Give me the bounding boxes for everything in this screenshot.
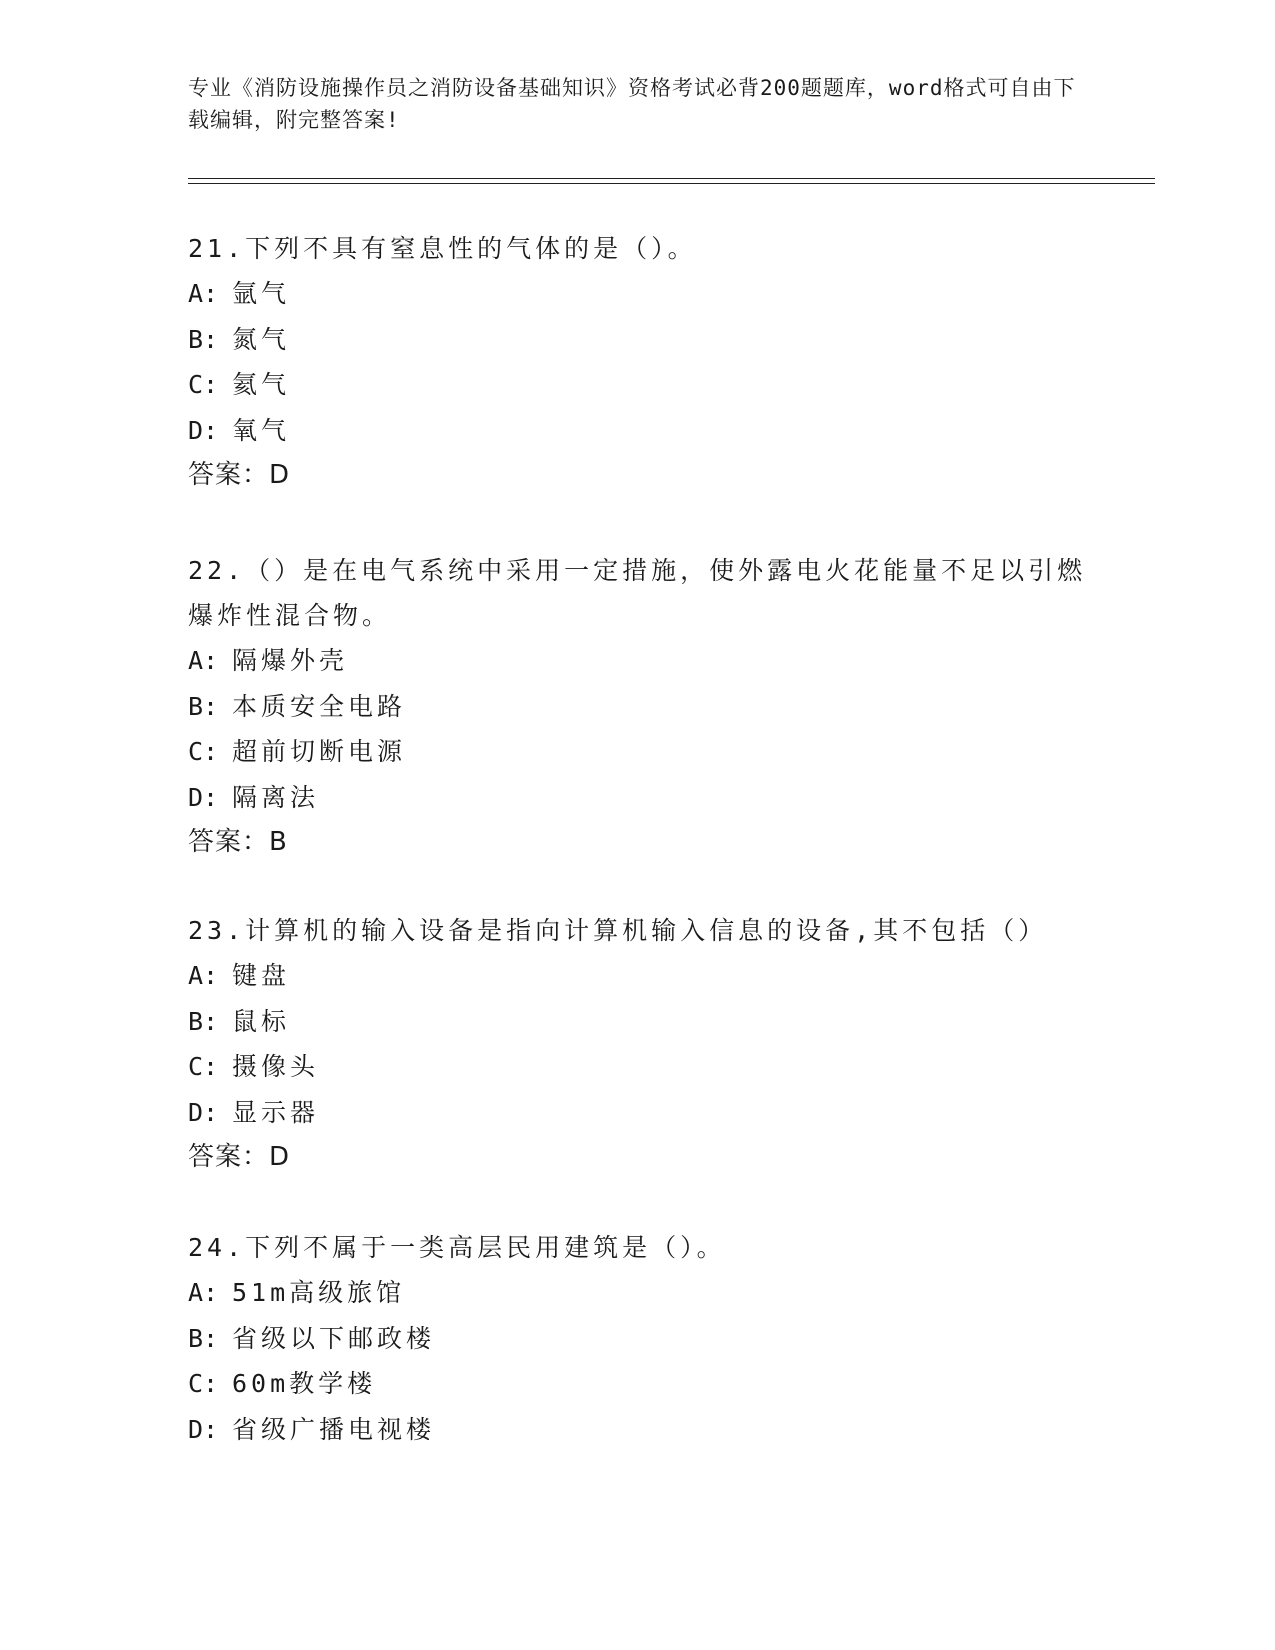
option-letter: C: (188, 370, 219, 399)
option-text: 氮气 (232, 324, 291, 354)
option-d (188, 1090, 1088, 1136)
option-text: 51m高级旅馆 (232, 1278, 406, 1307)
option-text: 键盘 (232, 961, 291, 990)
option-letter: B: (188, 324, 219, 354)
question-21 (188, 226, 1088, 498)
question-stem: 21.下列不具有窒息性的气体的是（）。 (188, 234, 697, 263)
option-text: 鼠标 (232, 1006, 291, 1036)
option-text: 隔离法 (232, 782, 320, 812)
option-b (188, 1316, 1088, 1362)
option-d (188, 408, 1088, 454)
answer-label: 答案：B (188, 827, 288, 857)
option-d (188, 775, 1088, 821)
option-a (188, 271, 1088, 317)
option-text: 本质安全电路 (232, 691, 407, 721)
option-a (188, 953, 1088, 999)
option-letter: C: (188, 1052, 219, 1081)
option-text: 氩气 (232, 279, 291, 308)
option-c (188, 362, 1088, 408)
document-header: 专业《消防设施操作员之消防设备基础知识》资格考试必背200题题库，word格式可自由下载编辑，附完整答案! (188, 76, 1076, 132)
option-text: 隔爆外壳 (232, 646, 349, 675)
option-b (188, 317, 1088, 363)
option-c (188, 729, 1088, 775)
option-d (188, 1407, 1088, 1453)
option-text: 显示器 (232, 1097, 320, 1127)
option-letter: D: (188, 782, 219, 812)
option-b (188, 684, 1088, 730)
question-22 (188, 548, 1088, 865)
option-text: 60m教学楼 (232, 1369, 377, 1398)
option-a (188, 638, 1088, 684)
option-a (188, 1270, 1088, 1316)
answer-label: 答案：D (188, 1142, 291, 1172)
option-letter: B: (188, 1323, 219, 1353)
option-text: 超前切断电源 (232, 737, 407, 766)
option-letter: B: (188, 691, 219, 721)
option-text: 氦气 (232, 370, 291, 399)
question-stem: 22.（）是在电气系统中采用一定措施，使外露电火花能量不足以引燃爆炸性混合物。 (188, 556, 1087, 630)
option-letter: A: (188, 961, 219, 990)
option-text: 氧气 (232, 415, 291, 445)
question-23 (188, 908, 1088, 1180)
option-letter: C: (188, 1369, 219, 1398)
header-divider-top (188, 178, 1155, 179)
option-b (188, 999, 1088, 1045)
answer-label: 答案：D (188, 460, 291, 490)
option-c (188, 1044, 1088, 1090)
option-letter: C: (188, 737, 219, 766)
option-text: 摄像头 (232, 1052, 320, 1081)
question-stem: 24.下列不属于一类高层民用建筑是（）。 (188, 1233, 726, 1262)
option-letter: A: (188, 646, 219, 675)
header-divider-bottom (188, 183, 1155, 184)
option-c (188, 1361, 1088, 1407)
question-stem: 23.计算机的输入设备是指向计算机输入信息的设备,其不包括（） (188, 916, 1048, 945)
option-letter: D: (188, 415, 219, 445)
option-letter: A: (188, 279, 219, 308)
option-letter: B: (188, 1006, 219, 1036)
option-text: 省级广播电视楼 (232, 1414, 436, 1444)
option-letter: D: (188, 1414, 219, 1444)
option-letter: A: (188, 1278, 219, 1307)
option-text: 省级以下邮政楼 (232, 1323, 436, 1353)
option-letter: D: (188, 1097, 219, 1127)
question-24 (188, 1225, 1088, 1452)
